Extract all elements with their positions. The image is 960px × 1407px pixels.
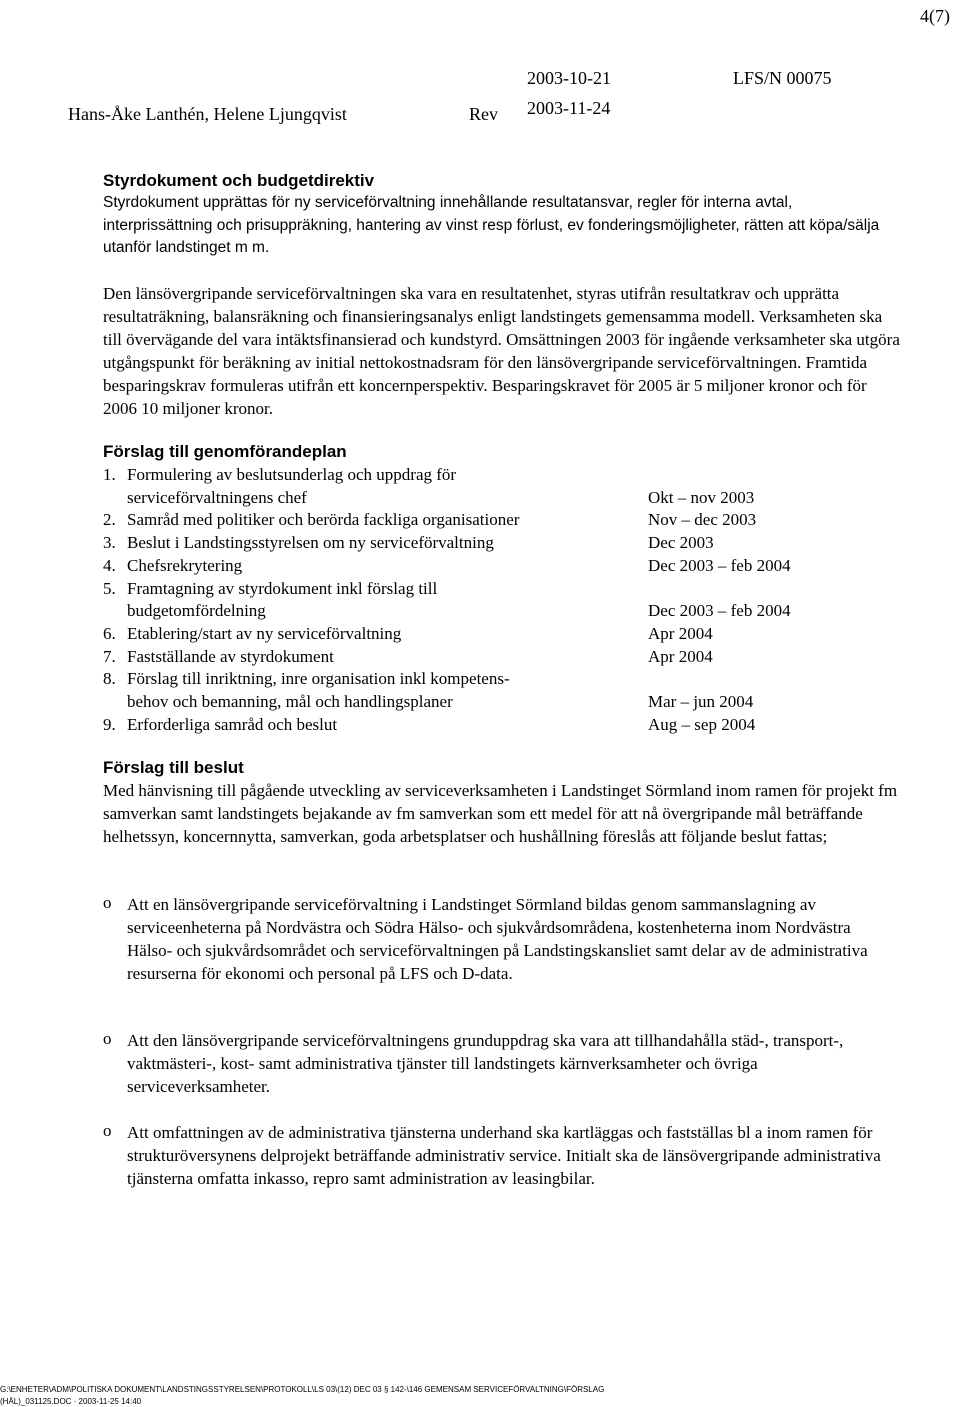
plan-item-number: 3.	[103, 533, 116, 553]
plan-item-number: 7.	[103, 646, 116, 666]
section-result-unit	[103, 282, 903, 420]
plan-item-task: Förslag till inriktning, inre organisation inkl kompetens-	[127, 669, 510, 689]
plan-item-date: Apr 2004	[648, 623, 713, 643]
footer-file-path: G:\ENHETER\ADM\POLITISKA DOKUMENT\LANDSTINGSSTYRELSEN\PROTOKOLL\LS 03\(12) DEC 03 § 142-\146 GEMENSAM SERVICEFÖRVALTNING\FÖRSLAG	[0, 1385, 605, 1394]
section-heading-steering: Styrdokument och budgetdirektiv	[103, 171, 375, 190]
plan-item-number: 6.	[103, 623, 116, 643]
plan-item-number: 2.	[103, 510, 116, 530]
section-heading-decision: Förslag till beslut	[103, 758, 244, 777]
result-unit-paragraph: Den länsövergripande serviceförvaltningen ska vara en resultatenhet, styras utifrån resultatkrav och upprätta resultaträkning, balansräkning och finansieringsanalys enligt landstingets gemensamma modell. Verksamheten ska till övervägande del vara intäktsfinansierad och kundstyrd. Omsättningen 2003 för ingående verksamheter ska utgöra utgångspunkt för beräkning av initial nettokostnadsram för den länsövergripande serviceförvaltningen. Framtida besparingskrav formuleras utifrån ett koncernperspektiv. Besparingskravet för 2005 är 5 miljoner kronor och för 2006 10 miljoner kronor.	[103, 284, 900, 418]
section-heading-plan: Förslag till genomförandeplan	[103, 442, 347, 461]
plan-item-task-line2: budgetomfördelning	[127, 601, 266, 621]
bullet-marker: o	[103, 893, 112, 912]
document-reference: LFS/N 00075	[733, 68, 832, 88]
plan-list	[103, 463, 903, 763]
plan-item-task: Formulering av beslutsunderlag och uppdrag för	[127, 465, 457, 484]
plan-item-task: Fastställande av styrdokument	[127, 646, 334, 666]
revision-label: Rev	[469, 104, 498, 124]
plan-item-task: Beslut i Landstingsstyrelsen om ny serviceförvaltning	[127, 533, 494, 553]
plan-item-number: 4.	[103, 555, 116, 575]
plan-item-date: Aug – sep 2004	[648, 714, 756, 734]
plan-item-date: Nov – dec 2003	[648, 510, 757, 530]
bullet-text: Att en länsövergripande serviceförvaltning i Landstinget Sörmland bildas genom sammanslagning av serviceenheterna på Nordvästra och Södra Hälso- och sjukvårdsområdena, kostenheterna inom Nordvästra Hälso- och sjukvårdsområdet och serviceförvaltningen på Landstingskansliet samt delar av de administrativa resurserna för ekonomi och personal på LFS och D-data.	[127, 895, 868, 983]
bullet-text: Att omfattningen av de administrativa tjänsterna underhand ska kartläggas och fastställas bl a inom ramen för strukturöversynens delprojekt beträffande administrativ service. Initialt ska de länsövergripande administrativa tjänsterna omfatta inkasso, repro samt administration av leasingbilar.	[127, 1123, 881, 1188]
plan-item-date: Apr 2004	[648, 646, 713, 666]
revision-date: 2003-11-24	[527, 98, 611, 118]
plan-item-date: Dec 2003 – feb 2004	[648, 601, 791, 621]
plan-item-task: Samråd med politiker och berörda fackliga organisationer	[127, 510, 520, 530]
plan-item-task: Chefsrekrytering	[127, 555, 243, 575]
section-plan	[103, 441, 903, 763]
plan-item-date: Mar – jun 2004	[648, 692, 754, 711]
plan-item-date: Dec 2003	[648, 533, 714, 553]
section-steering	[103, 170, 903, 260]
document-date: 2003-10-21	[527, 68, 611, 88]
plan-item-task: Etablering/start av ny serviceförvaltning	[127, 623, 402, 643]
plan-item-task-line2: behov och bemanning, mål och handlingsplaner	[127, 692, 453, 711]
plan-item-task: Framtagning av styrdokument inkl förslag till	[127, 578, 438, 598]
page-number: 4(7)	[920, 6, 950, 26]
plan-item-number: 9.	[103, 714, 116, 734]
footer-file-name: (HÄL)_031125.DOC · 2003-11-25 14:40	[0, 1397, 142, 1406]
bullet-marker: o	[103, 1029, 112, 1048]
plan-item-number: 8.	[103, 669, 116, 689]
decision-paragraph: Med hänvisning till pågående utveckling av serviceverksamheten i Landstinget Sörmland inom ramen för projekt fm samverkan samt landstingets bejakande av fm samverkan som ett medel för att nå övergripande mål beträffande helhetssyn, koncernnytta, samverkan, goda arbetsplatser och hushållning föreslås att följande beslut fattas;	[103, 781, 898, 846]
plan-item-task-line2: serviceförvaltningens chef	[127, 487, 307, 507]
bullet-text: Att den länsövergripande serviceförvaltningens grunduppdrag ska vara att tillhandahålla städ-, transport-, vaktmästeri-, kost- samt administrativa tjänster till landstingets kärnverksamheter och övriga serviceverksamheter.	[127, 1031, 844, 1096]
plan-item-number: 5.	[103, 578, 116, 598]
plan-item-date: Okt – nov 2003	[648, 487, 755, 507]
steering-paragraph: Styrdokument upprättas för ny serviceförvaltning innehållande resultatansvar, regler för interna avtal, interprissättning och prisuppräkning, hantering av vinst resp förlust, ev fonderingsmöjligheter, rätten att köpa/sälja utanför landstinget m m.	[103, 194, 880, 256]
bullet-marker: o	[103, 1121, 112, 1140]
plan-item-number: 1.	[103, 465, 116, 484]
section-decision	[103, 757, 903, 848]
plan-item-task: Erforderliga samråd och beslut	[127, 714, 338, 734]
document-authors: Hans-Åke Lanthén, Helene Ljungqvist	[68, 104, 347, 124]
plan-item-date: Dec 2003 – feb 2004	[648, 555, 791, 575]
